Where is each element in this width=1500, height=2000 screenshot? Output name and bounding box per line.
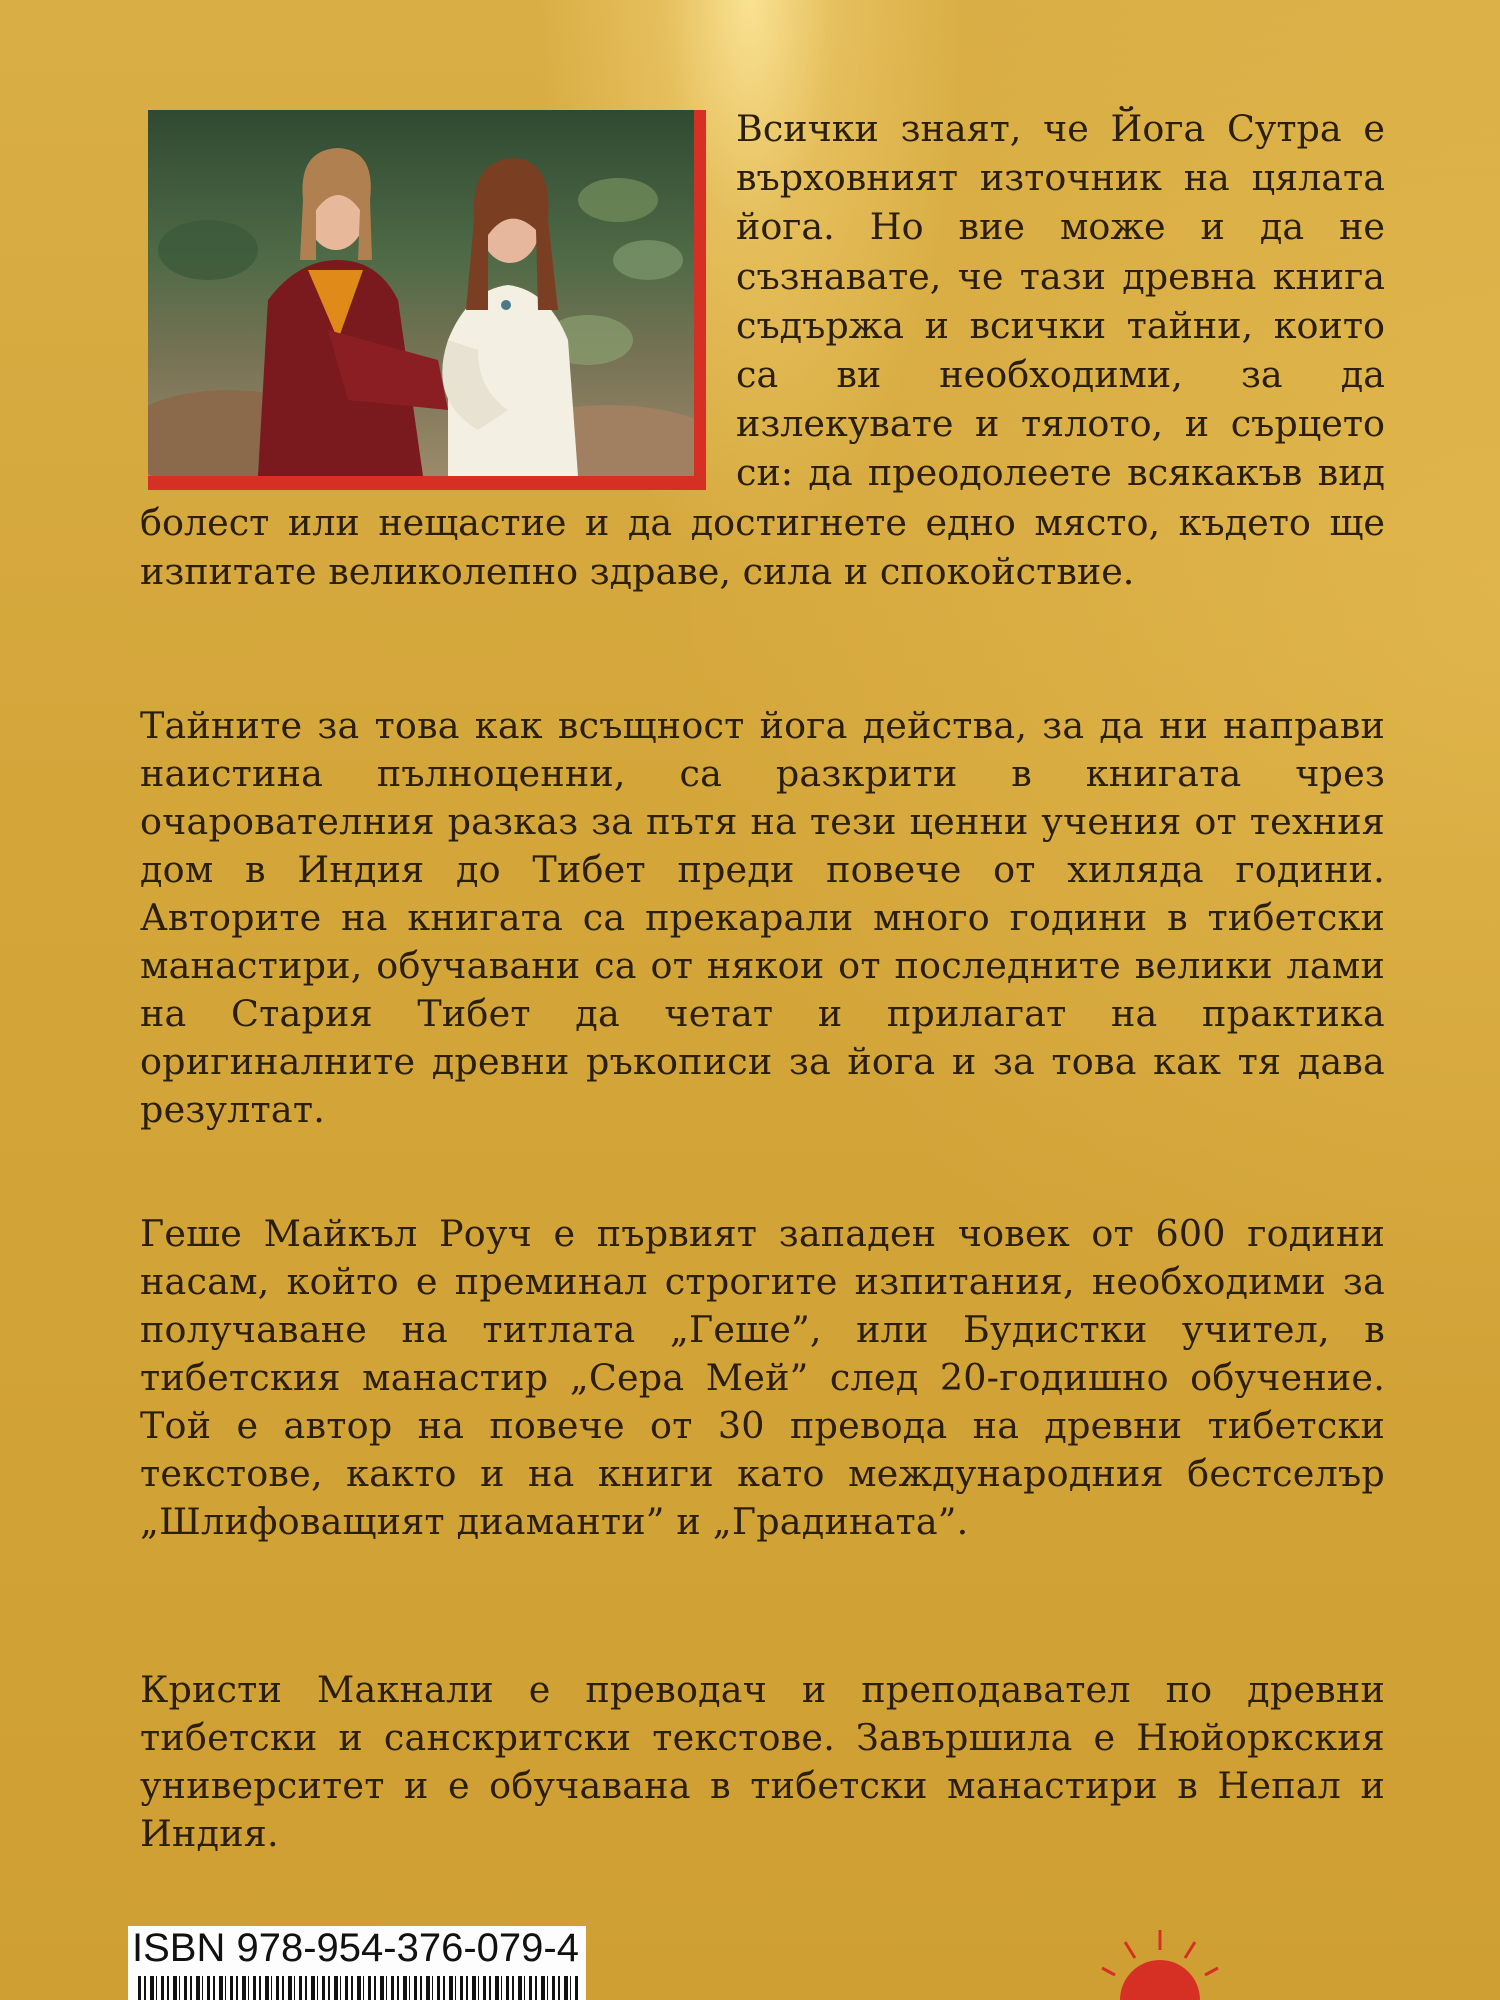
intro-paragraph <box>140 104 1385 596</box>
intro-paragraph-text: Всички знаят, че Йога Сутра е върховният източник на цялата йога. Но вие може и да не съзнавате, че тази древна книга съдържа и всички тайни, които са ви необходими, за да излекувате и тялото, и сърцето си: да преодолеете всякакъв вид болест или нещастие и да достигнете едно място, където ще изпитате великолепно здраве, сила и спокойствие. <box>140 107 1385 593</box>
paragraph-author-roach: Геше Майкъл Роуч е първият западен човек от 600 години насам, който е преминал строгите изпитания, необходими за получаване на титлата „Геше”, или Будистки учител, в тибетския манастир „Сера Мей” след 20-годишно обучение. Той е автор на повече от 30 превода на древни тибетски текстове, както и на книги като международния бестселър „Шлифоващият диаманти” и „Градината”. <box>140 1212 1385 1543</box>
isbn-number: ISBN 978-954-376-079-4 <box>132 1926 579 1970</box>
photo-spacer <box>140 104 736 496</box>
paragraph-author-mcnally: Кристи Макнали е преводач и преподавател по древни тибетски и санскритски текстове. Завършила е Нюйоркския университет и е обучавана в тибетски манастири в Непал и Индия. <box>140 1668 1385 1855</box>
sun-logo-icon <box>1100 1900 1220 2000</box>
paragraph-yoga-secrets: Тайните за това как всъщност йога действа, за да ни направи наистина пълноценни, са разкрити в книгата чрез очарователния разказ за пътя на тези ценни учения от техния дом в Индия до Тибет преди повече от хиляда години. Авторите на книгата са прекарали много години в тибетски манастири, обучавани са от някои от последните велики лами на Стария Тибет да четат и прилагат на практика оригиналните древни ръкописи за йога и за това как тя дава резултат. <box>140 704 1385 1131</box>
isbn-barcode-label <box>128 1926 586 2000</box>
barcode-icon <box>138 1976 578 2000</box>
